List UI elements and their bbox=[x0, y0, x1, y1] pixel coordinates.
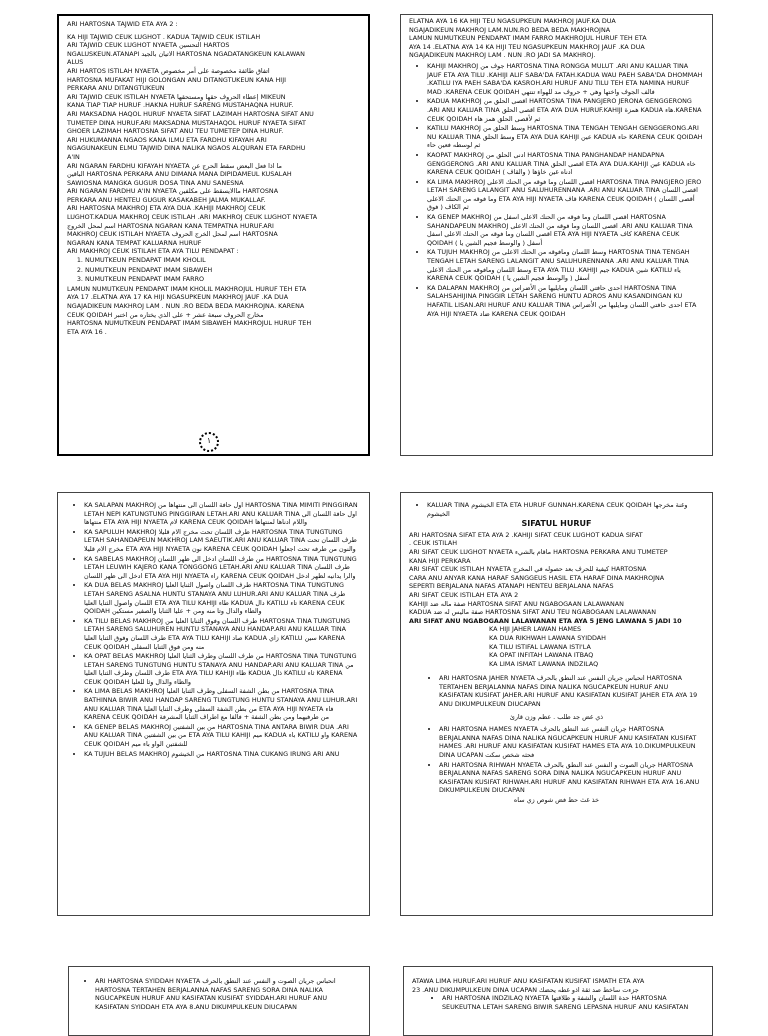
text-line: NGARAN KANA TEMPAT KALUARNA HURUF bbox=[67, 238, 202, 247]
text-line-bold: ARI SIFAT ANU NGABOGAAN LALAWANAN ETA AYA 5 JENG LAWANA 5 JADI 10 bbox=[409, 616, 682, 625]
text-line: LAMUN NUMUTKEUN PENDAPAT IMAM FARRO MAKHROJUL HURUF TEH ETA bbox=[409, 34, 647, 43]
text-line: ARI TAJWID CEUK LUGHOT NYAETA التحسين HARTOS bbox=[67, 41, 230, 50]
bullet-list bbox=[412, 994, 704, 1011]
text-line: KAHIJI صفة ماله ضد HARTOSNA SIFAT ANU NGABOGAAN LALAWANAN bbox=[409, 599, 624, 608]
text-line: ELATNA AYA 16 KA HIJI TEU NGASUPKEUN MAKHROJ JAUF.KA DUA bbox=[409, 17, 616, 25]
text-line: HARTOSNA MUFAKAT HIJI GOLONGAN ANU DITANGTUKEUN KANA HIJI bbox=[67, 75, 286, 84]
text-line: SEPERTI BERJALANA NAFAS ATANAPI HENTEU BERJALANA NAFAS bbox=[409, 582, 614, 591]
list-item: • ARI HARTOSNA INDZILAQ NYAETA حدة اللسان والشفة و طلاقتها HARTOSNA SEUKEUTNA LETAH SARENG BIWIR SARENG LEPASNA HURUF ANU KASIFATAN bbox=[442, 994, 704, 1011]
text-line: 23 .ANU DIKUMPULKEUN DINA UCAPAN جزءت ساخط صد ثقة اذو غطه يحضك bbox=[412, 985, 639, 994]
text-line: A'IN bbox=[67, 152, 80, 161]
text-line: NGALUSKEUN.ATANAPI الاتيان بالجيد HARTOSNA NGADATANGKEUN KALAWAN bbox=[67, 49, 305, 58]
text-line: ARI TAJWID CEUK ISTILAH NYAETA إعطاء الحروف حقها ومستحقها MIKEUN bbox=[67, 92, 286, 101]
text-line: ETA AYA 16 . bbox=[67, 327, 107, 336]
sifat-pair-list bbox=[409, 625, 704, 668]
text-line: KANA TIAP TIAP HURUF .HAKNA HURUF SARENG MUSTAHAQNA HURUF. bbox=[67, 101, 294, 110]
text-line: TUMETEP DINA HURUF.ARI MAKSADNA MUSTAHAQOL HURUF NYAETA SIFAT bbox=[67, 118, 306, 127]
bullet-list bbox=[409, 674, 704, 708]
arabic-line: ذي غض جد طلب . عظم وزن قارئ bbox=[509, 712, 604, 721]
list-item: • KA DUA BELAS MAKHROJ طرف اللسان واصول الثنايا العليا HARTOSNA TINA TUNGTUNG LETAH SARENG ASALNA HUNTU STANAYA ANU LUHUR.ARI ANU KALUAR TINA طرف اللسان واصول الثنايا العليا ETA AYA TILU KAHIJI طاء KADUA دال KATILU تاء KARENA CEUK QOIDAH والطاء والدال وتا منه ومن + عليا الثنايا والصفير مستكين bbox=[84, 581, 361, 615]
page-2 bbox=[400, 14, 713, 456]
list-item: • KA LIMA MAKHROJ اقصى اللسان وما فوقه من الحنك الاعلى HARTOSNA TINA PANGJERO JERO LETAH SARENG LALANGIT ANU SALUHURENNANA .ARI ANU KALUAR TINA اقصى اللسان وما فوقه من الحنك الاعلى ETA AYA HIJI NYAETA قاف KARENA CEUK QOIDAH ( أقصى اللسان فوق ) ثم الكاف bbox=[427, 178, 704, 212]
page-1 bbox=[57, 14, 370, 456]
list-item: • KA TUJUH BELAS MAKHROJ من الخيشوم HARTOSNA TINA CUKANG IRUNG ARI ANU bbox=[84, 750, 361, 759]
text-line: ARI SIFAT CEUK ISTILAH ETA AYA 2 bbox=[409, 590, 519, 599]
page-4 bbox=[400, 492, 713, 916]
text-line: ARI NGARAN FARDHU KIFAYAH NYAETA ما اذا فعل البعض سقط الحرج عن bbox=[67, 161, 282, 170]
text-line: NGAJADIKEUN MAKHROJ LAM.NUN.RO BEDA BEDA MAKHROJNA bbox=[409, 25, 611, 34]
text-line: ARI SIFAT CEUK ISTILAH NYAETA كيفية للحرف بعد حصوله في المخرج HARTOSNA bbox=[409, 565, 647, 574]
opinion-list bbox=[67, 256, 360, 284]
list-item: • KADUA MAKHROJ اقصى الحلق من HARTOSNA TINA PANGJERO JERONA GENGGERONG .ARI ANU KALUAR TINA اقصى الحلق ETA AYA DUA HURUF.KAHIJI همزة KADUA هاء.KARENA CEUK QOIDAH ثم لأقصى الحلق همز هاء bbox=[427, 97, 704, 123]
list-item: • KAHIJI MAKHROJ جوف من HARTOSNA TINA RONGGA MULUT .ARI ANU KALUAR TINA JAUF ETA AYA TILU .KAHIJI ALIF SABA'DA FATAH.KADUA WAU PAEH SABA'DA DHOMMAH .KATILU IYA PAEH SABA'DA KASROH.ARI HURUF ANU TILU TEH ETA NAMINA HURUF MAD .KARENA CEUK QOIDAH فالف الجوف واختها وهي + حروف مد للهواء تنتهي bbox=[427, 62, 704, 96]
list-item: • KA TUJUH MAKHROJ وسط اللسان ومافوقه من الحنك الاعلى من HARTOSNA TINA TENGAH TENGAH LETAH SARENG LALANGIT ANU SALUHURENNANA .ARI ANU KALUAR TINA وسط اللسان ومافوقه من الحنك الاعلى ETA AYA TILU .KAHIJI جيم KADUA شين KATILU ياء KARENA CEUK QOIDAH أسفل ( والوسط فجيم الشين يا ) bbox=[427, 248, 704, 282]
page-5-body bbox=[77, 977, 361, 1011]
list-item: • KA SABELAS MAKHROJ من طرف اللسان ادخل الى ظهر اللسان HARTOSNA TINA TUNGTUNG LETAH LEUWIH KAJERO KANA TONGGONG LETAH.ARI ANU KALUAR TINA طرف اللسان ادخل الى ظهر اللسان ETA AYA HIJI NYAETA راء KARENA CEUK QOIDAH والرا يدانيه لظهر ادخل bbox=[84, 555, 361, 581]
bullet-list bbox=[409, 725, 704, 795]
list-item: KA TILU ISTIFAL LAWANA ISTI'LA bbox=[489, 642, 591, 651]
list-item: • KA OPAT BELAS MAKHROJ من طرف اللسان وطرف الثنايا العليا HARTOSNA TINA TUNGTUNG LETAH SARENG TUNGTUNG HUNTU STANAYA ANU HANDAP.ARI ANU KALUAR TINA من طرف اللسان وطرف الثنايا العليا ETA AYA TILU KAHIJI ظاء KADUA ذال KATILU ثاء KARENA CEUK QOIDAH والظاء والذال وثا للعليا bbox=[84, 652, 361, 686]
page-6-body bbox=[412, 977, 704, 1011]
list-item: • KA SAPULUH MAKHROJ طرف اللسان تحت مخرج الام قليلا HARTOSNA TINA TUNGTUNG LETAH SAHANDAPEUN MAKHROJ LAM SAEUTIK.ARI ANU KALUAR TINA طرف اللسان تحت مخرج الام قليلا ETA AYA HIJI NYAETA نون KARENA CEUK QOIDAH والنون من طرفه تحت اجعلوا bbox=[84, 528, 361, 554]
text-line: الباقين HARTOSNA PERKARA ANU DIMANA MANA DIPIDAMEUL KUSALAH bbox=[67, 170, 292, 179]
text-line: MAKHROJ CEUK ISTILAH NYAETA اسم لمحل الخرج الحروف HARTOSNA bbox=[67, 230, 278, 239]
list-item: 2. NUMUTKEUN PENDAPAT IMAM SIBAWEH bbox=[85, 266, 360, 275]
text-line: ARI HARTOS ISTILAH NYAETA اتفاق طائفة مخصوصة على أمر مخصوص bbox=[67, 66, 270, 75]
section-heading: SIFATUL HURUF bbox=[521, 519, 592, 529]
text-line: ARI HARTOSNA SIFAT ETA AYA 2 .KAHIJI SIFAT CEUK LUGHOT KADUA SIFAT bbox=[409, 530, 643, 539]
text-line: KA HIJI TAJWID CEUK LUGHOT . KADUA TAJWID CEUK ISTILAH bbox=[67, 32, 261, 41]
text-line: CARA ANU ANYAR KANA HARAF SANGGEUS HASIL ETA HARAF DINA MAKHROJNA bbox=[409, 573, 665, 582]
text-line: KANA HIJI PERKARA bbox=[409, 556, 471, 565]
list-item: 1. NUMUTKEUN PENDAPAT IMAM KHOLIL bbox=[85, 256, 360, 265]
bullet-list bbox=[409, 501, 704, 518]
text-line: ARI HARTOSNA MAKHROJ ETA AYA DUA .KAHIJI MAKHROJ CEUK bbox=[67, 204, 266, 213]
text-line: ARI MAKHROJ CEUK ISTILAH ETA AYA TILU PENDAPAT : bbox=[67, 247, 239, 256]
page-1-body bbox=[67, 20, 360, 336]
list-item: • KA LIMA BELAS MAKHROJ من بطن الشفة السفلى وطرف الثنايا العليا HARTOSNA TINA BATHINNA BIWIR ANU HANDAP SARENG TUNGTUNG HUNTU STANAYA ANU LUHUR.ARI ANU KALUAR TINA من بطن الشفة السفلى وطرف الثنايا العليا ETA AYA HIJI NYAETA فاء KARENA CEUK QOIDAH من طرفيهما ومن بطن الشفة + فالفا مع اطراف الثنايا المشرفة bbox=[84, 687, 361, 721]
text-line: AYA 17 .ELATNA AYA 17 KA HIJI NGASUPKEUN MAKHROJ JAUF .KA DUA bbox=[67, 293, 289, 302]
text-line: ARI MAKSADNA HAQOL HURUF NYAETA SIFAT LAZIMAH HARTOSNA SIFAT ANU bbox=[67, 109, 314, 118]
text-line: NGAJADIKEUN MAKHROJ LAM . NUN .RO BEDA BEDA MAKHROJNA. KARENA bbox=[67, 302, 305, 310]
page-4-body bbox=[409, 501, 704, 805]
list-item: KA LIMA ISMAT LAWANA INDZILAQ bbox=[489, 659, 599, 668]
page-3-body bbox=[66, 501, 361, 758]
text-line: ARI NGARAN FARDHU A'IN NYAETA ماالايسقط على مكلفين HARTOSNA bbox=[67, 187, 279, 196]
list-item: • KA SALAPAN MAKHROJ اول حافة اللسان الى منتهاها من HARTOSNA TINA MIMITI PINGGIRAN LETAH NEPI KATUNGTUNG PINGGIRAN LETAH.ARI ANU KALUAR TINA اول حافة اللسان الى منتهاها ETA AYA HIJI NYAETA لام KARENA CEUK QOIDAH واللام ادناها لمنتهاها bbox=[84, 501, 361, 527]
list-item: • KATILU MAKHROJ وسط الحلق من HARTOSNA TINA TENGAH TENGAH GENGGERONG.ARI NU KALUAR TINA وسط الحلق ETA AYA DUA KAHIJI عين KADUA حاء KARENA CEUK QOIDAH ثم لوسطه فعين حاء bbox=[427, 124, 704, 150]
text-line: AYA 14 .ELATNA AYA 14 KA HIJI TEU NGASUPKEUN MAKHROJ JAUF .KA DUA bbox=[409, 42, 645, 51]
text-line: اسم لمحل الخروج HARTOSNA NGARAN KANA TEMPATNA HURUF.ARI bbox=[67, 221, 274, 230]
page-6 bbox=[403, 966, 713, 1036]
list-item: • ARI HARTOSNA SYIDDAH NYAETA انحباس جريان الصوت و النفس عند النطق بالحرف HARTOSNA TERTAHEN BERJALANNA NAFAS SARENG SORA DINA NALIKA NGUCAPKEUN HURUF ANU KASIFATAN KUSIFAT SYIDDAH.ARI HURUF ANU KASIFATAN SYIDDAH ETA AYA 8.ANU DIKUMPULKEUN DIUCAPAN bbox=[95, 977, 361, 1011]
list-item: • ARI HARTOSNA RIHWAH NYAETA جريان الصوت و النفس عند النطق بالحرف HARTOSNA BERJALANNA NAFAS SARENG SORA DINA NALIKA NGUCAPKEUN HURUF ANU KASIFATAN KUSIFAT RIHWAH.ARI HURUF ANU KASIFATAN RIHWAH ETA AYA 16.ANU DIKUMPULKEUN DIUCAPAN bbox=[439, 761, 704, 795]
list-item: • KA DALAPAN MAKHROJ احدى حافتي اللسان ومايليها من الأضراس من HARTOSNA TINA SALAHSAHIJINA PINGGIR LETAH SARENG HUNTU ADROS ANU KASANDINGAN KU HAFATIL LISAN.ARI HURUF ANU KALUAR TINA احدى حافتي اللسان ومايليها من الأضراس ETA AYA HIJI NYAETA ضاد KARENA CEUK QOIDAH bbox=[427, 284, 704, 318]
bullet-list bbox=[77, 977, 361, 1011]
text-line: NGAJADIKEUN MAKHROJ LAM . NUN .RO JADI SA MAKHROJ. bbox=[409, 51, 596, 60]
list-item: • ARI HARTOSNA HAMES NYAETA جريان النفس عند النطق بالحرف HARTOSNA BERJALANNA NAFAS DINA NALIKA NGUCAPKEUN HURUF ANU KASIFATAN KUSIFAT HAMES .ARI HURUF ANU KASIFATAN KUSIFAT HAMES ETA AYA 10.DIKUMPULKEUN DINA UCAPAN فحثه شخص سكت bbox=[439, 725, 704, 759]
list-item: • KA GENEP BELAS MAKHROJ من بين الشفتين HARTOSNA TINA ANTARA BIWIR DUA .ARI ANU KALUAR TINA من بين الشفتين ETA AYA TILU KAHIJI ميم KADUA باء KATILU واو KARENA CEUK QOIDAH للشفتين الواو باء ميم bbox=[84, 723, 361, 749]
list-item: • KA GENEP MAKHROJ اقصى اللسان وما فوقه من الحنك الاعلى اسفل من HARTOSNA SAHANDAPEUN MAKHROJ اقصى اللسان وما فوقه من الحنك الاعلى .ARI ANU KALUAR TINA اقصى اللسان وما فوقه من الحنك الاعلى اسفل ETA AYA HIJI NYAETA كاف KARENA CEUK QOIDAH أسفل ( والوسط فجيم الشين يا ) bbox=[427, 213, 704, 247]
list-item: KA DUA RIKHWAH LAWANA SYIDDAH bbox=[489, 633, 606, 642]
text-line: LAMUN NUMUTKEUN PENDAPAT IMAM KHOLIL MAKHROJUL HURUF TEH ETA bbox=[67, 284, 307, 293]
list-item: • KAOPAT MAKHROJ ادنى الحلق من HARTOSNA TINA PANGHANDAP HANDAPNA GENGGERONG .ARI ANU KALUAR TINA اقصى الحلق ETA AYA DUA.KAHIJI غين KADUA خاء KARENA CEUK QOIDAH ( والقاف ) ادناه غين خاؤها bbox=[427, 151, 704, 177]
list-item: KA OPAT INFITAH LAWANA ITBAQ bbox=[489, 651, 594, 660]
page-5 bbox=[68, 966, 370, 1036]
text-line: KADUA صفة ماليس له ضد HARTOSNA SIFAT ANU TEU NGABOGAAN LALAWANAN bbox=[409, 608, 657, 617]
list-item: KA HIJI JAHER LAWAN HAMES bbox=[489, 625, 582, 634]
text-line: ARI HUKUMANNA NGAOS KANA ILMU ETA FARDHU KIFAYAH ARI bbox=[67, 135, 267, 144]
text-line: ARI HARTOSNA TAJWID ETA AYA 2 : bbox=[67, 20, 178, 28]
list-item: • KALUAR TINA الخيشوم ETA ETA HURUF GUNNAH.KARENA CEUK QOIDAH وغنة مخرجها الخيشوم bbox=[427, 501, 704, 518]
text-line: ATAWA LIMA HURUF.ARI HURUF ANU KASIFATAN KUSIFAT ISMATH ETA AYA bbox=[412, 977, 645, 985]
text-line: NGAGUNAKEUN ELMU TAJWID DINA NALIKA NGAOS ALQURAN ETA FARDHU bbox=[67, 144, 306, 153]
text-line: PERKARA ANU HENTEU GUGUR KASAKABEH JALMA MUKALLAF. bbox=[67, 195, 266, 204]
arabic-line: خذ غث حظ فض شوص زي ساه bbox=[513, 796, 600, 804]
text-line: LUGHOT.KADUA MAKHROJ CEUK ISTILAH .ARI MAKHROJ CEUK LUGHOT NYAETA bbox=[67, 213, 318, 222]
page-2-body bbox=[409, 17, 704, 318]
list-item: 3. NUMUTKEUN PENDAPAT IMAM FARRO bbox=[85, 275, 360, 284]
text-line: ARI SIFAT CEUK LUGHOT NYAETA ماقام بالشيء HARTOSNA PERKARA ANU TUMETEP bbox=[409, 547, 668, 556]
text-line: GHOER LAZIMAH HARTOSNA SIFAT ANU TEU TUMETEP DINA HURUF. bbox=[67, 127, 284, 136]
page-3 bbox=[57, 492, 370, 916]
text-line: HARTOSNA NUMUTKEUN PENDAPAT IMAM SIBAWEH MAKHROJUL HURUF TEH bbox=[67, 319, 312, 328]
list-item: • ARI HARTOSNA JAHER NYAETA انحباس جريان النفس عند النطق بالحرف HARTOSNA TERTAHEN BERJALANNA NAFAS DINA NALIKA NGUCAPKEUN HURUF ANU KASIFATAN KUSIFAT JAHER.ARI HURUF ANU KASIFATAN KUSIFAT JAHER ETA AYA 19 ANU DIKUMPULKEUN DIUCAPAN bbox=[439, 674, 704, 708]
text-line: ALUS bbox=[67, 58, 84, 67]
list-item: • KA TILU BELAS MAKHROJ طرف اللسان وفوق الثنايا العليا من HARTOSNA TINA TUNGTUNG LETAH SARENG SALUHUREN HUNTU STANAYA ANU HANDAP.ARI ANU KALUAR TINA طرف اللسان وفوق الثنايا العليا ETA AYA TILU KAHIJI صاد KADUA زاي KATILU سين KARENA CEUK QOIDAH منه ومن فوق الثنايا السفلى bbox=[84, 617, 361, 651]
page-number: ١ bbox=[199, 432, 219, 452]
text-line: . CEUK ISTILAH bbox=[409, 539, 458, 548]
text-line: PERKARA ANU DITANGTUKEUN bbox=[67, 84, 165, 93]
makhroj-list bbox=[66, 501, 361, 758]
text-line: CEUK QOIDAH مخارج الحروف سبعة عشر + على الذي يختاره من اختبر bbox=[67, 310, 264, 319]
makhroj-list bbox=[409, 62, 704, 318]
text-line: SAWIOSNA MANGKA GUGUR DOSA TINA ANU SANESNA bbox=[67, 178, 244, 187]
